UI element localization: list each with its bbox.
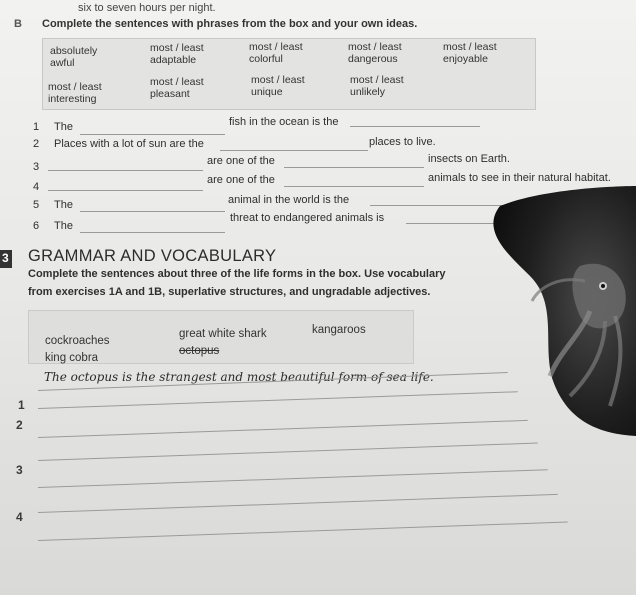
answer-blank[interactable]	[48, 170, 203, 171]
life-form-item-crossed-out: octopus	[179, 345, 220, 357]
phrase-colorful: most / least colorful	[249, 41, 303, 65]
sentence-text: The	[54, 220, 73, 232]
answer-line[interactable]	[38, 469, 548, 488]
answer-blank[interactable]	[80, 211, 225, 212]
phrase-enjoyable: most / least enjoyable	[443, 41, 497, 65]
answer-blank[interactable]	[350, 126, 480, 127]
exercise-letter: B	[14, 18, 22, 30]
sentence-number: 4	[33, 181, 40, 193]
sentence-text: insects on Earth.	[428, 153, 510, 165]
answer-line[interactable]	[38, 522, 568, 541]
sentence-text: are one of the	[207, 155, 275, 167]
section-instruction: Complete the sentences about three of the life forms in the box. Use vocabulary	[28, 268, 446, 280]
sentence-text: animals to see in their natural habitat.	[428, 172, 611, 184]
phrase-adaptable: most / least adaptable	[150, 42, 204, 66]
sentence-text: are one of the	[207, 174, 275, 186]
answer-number: 1	[18, 398, 25, 412]
section-title: GRAMMAR AND VOCABULARY	[28, 247, 277, 265]
answer-blank[interactable]	[80, 232, 225, 233]
life-form-item: cockroaches	[45, 335, 110, 347]
sentence-text: fish in the ocean is the	[229, 116, 339, 128]
sentence-text: threat to endangered animals is	[230, 212, 385, 224]
exercise-instruction: Complete the sentences with phrases from the box and your own ideas.	[42, 18, 418, 30]
phrase-unique: most / least unique	[251, 74, 305, 98]
life-form-item: kangaroos	[312, 324, 366, 336]
life-form-item: great white shark	[179, 328, 267, 340]
previous-text-line: six to seven hours per night.	[78, 2, 216, 14]
sentence-text: The	[54, 121, 73, 133]
section-number: 3	[2, 251, 9, 265]
section-instruction: from exercises 1A and 1B, superlative structures, and ungradable adjectives.	[28, 286, 431, 298]
phrase-interesting: most / least interesting	[48, 81, 102, 105]
answer-blank[interactable]	[284, 186, 424, 187]
answer-number: 2	[16, 418, 23, 432]
phrase-unlikely: most / least unlikely	[350, 74, 404, 98]
sentence-number: 3	[33, 161, 40, 173]
sentence-text: Places with a lot of sun are the	[54, 138, 204, 150]
answer-number: 4	[16, 510, 23, 524]
answer-number: 3	[16, 463, 23, 477]
sentence-number: 2	[33, 138, 40, 150]
octopus-photo	[440, 186, 636, 446]
phrase-dangerous: most / least dangerous	[348, 41, 402, 65]
answer-blank[interactable]	[80, 134, 225, 135]
sentence-text: animal in the world is the	[228, 194, 350, 206]
sentence-number: 6	[33, 220, 40, 232]
life-form-item: king cobra	[45, 352, 99, 364]
phrase-box	[42, 38, 536, 110]
sentence-text: The	[54, 199, 73, 211]
answer-line[interactable]	[38, 494, 558, 513]
answer-blank[interactable]	[220, 150, 368, 151]
answer-line[interactable]	[38, 443, 538, 461]
sentence-number: 1	[33, 121, 40, 133]
answer-blank[interactable]	[284, 167, 424, 168]
handwritten-answer: The octopus is the strangest and most beautiful form of sea life.	[44, 370, 434, 384]
sentence-number: 5	[33, 199, 40, 211]
phrase-absolutely-awful: absolutely awful	[50, 45, 98, 69]
phrase-pleasant: most / least pleasant	[150, 76, 204, 100]
answer-blank[interactable]	[48, 190, 203, 191]
life-forms-box	[28, 310, 414, 364]
sentence-text: places to live.	[369, 136, 436, 148]
